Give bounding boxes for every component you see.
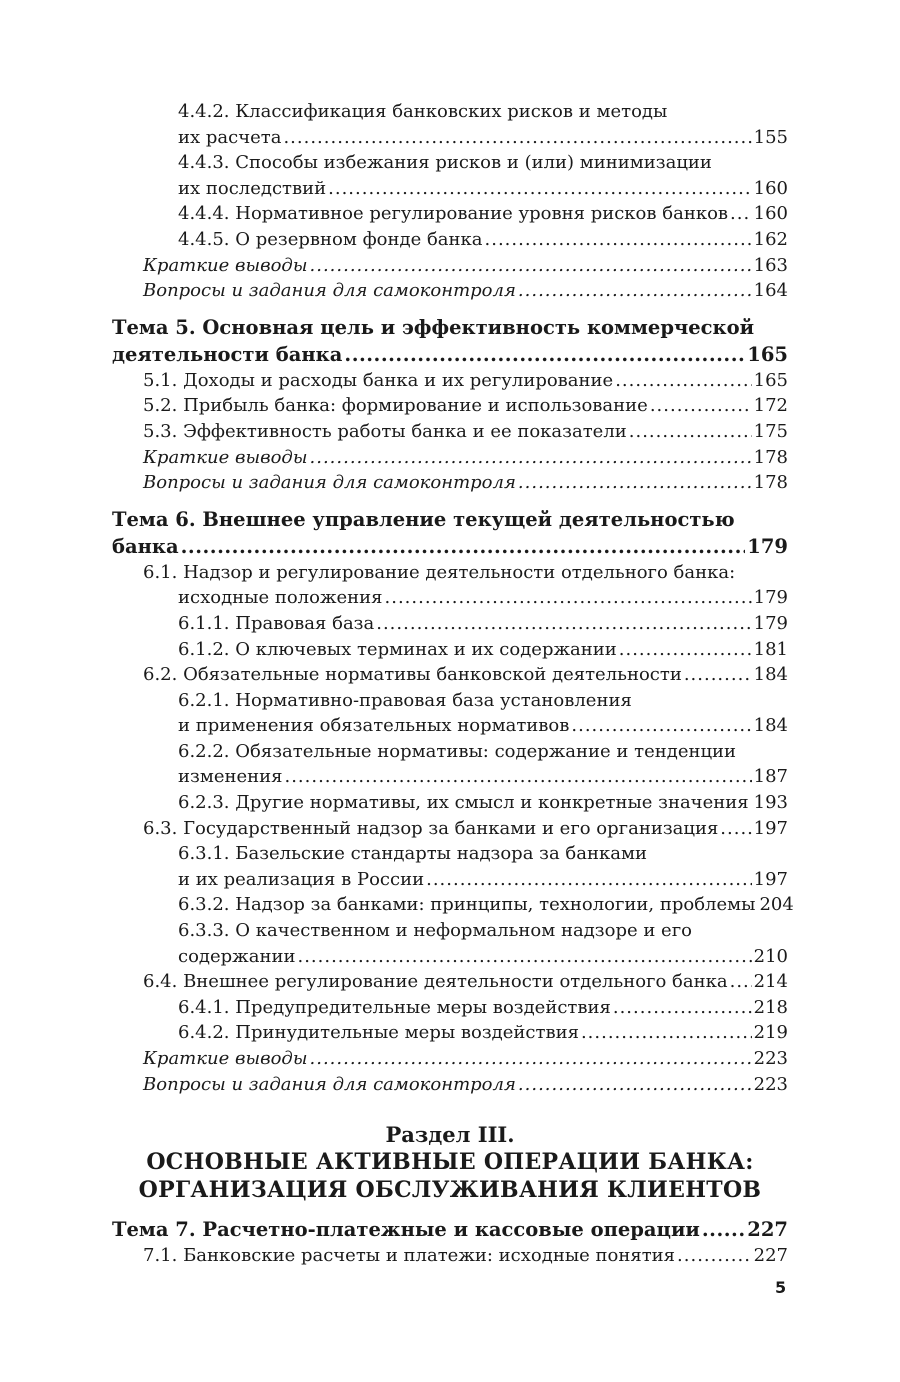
toc-entry-6-2-3 <box>112 790 788 816</box>
toc-entry-title: 6.4.1. Предупредительные меры воздействия <box>178 996 611 1018</box>
toc-entry-title: 6.2. Обязательные нормативы банковской деятельности <box>143 664 682 686</box>
toc-page-number: 223 <box>753 1073 788 1095</box>
toc-topic-5 <box>112 314 788 368</box>
toc-entry-6-1-1 <box>112 611 788 637</box>
toc-entry-title: 6.1.2. О ключевых терминах и их содержании <box>178 638 617 660</box>
toc-entry-title: 5.3. Эффективность работы банка и ее показатели <box>143 420 627 442</box>
toc-entry-4-4-2 <box>112 99 788 150</box>
leader-dots <box>385 585 752 611</box>
leader-dots <box>181 533 746 560</box>
page-number: 5 <box>775 1278 787 1297</box>
leader-dots <box>426 867 752 893</box>
toc-page-number: 178 <box>753 472 788 494</box>
toc-entry-6-3 <box>112 816 788 842</box>
toc-entry-6-3-1 <box>112 841 788 892</box>
toc-entry-4-4-5 <box>112 227 788 253</box>
toc-page-number: 227 <box>753 1245 788 1267</box>
toc-page-number: 179 <box>753 612 788 634</box>
toc-entry-5-2 <box>112 393 788 419</box>
leader-dots <box>344 341 745 368</box>
toc-entry-summary-topic6 <box>112 1046 788 1072</box>
leader-dots <box>518 1072 752 1098</box>
section-label: Раздел III. <box>385 1122 515 1148</box>
toc-entry-title: 4.4.3. Способы избежания рисков и (или) минимизации <box>178 152 712 174</box>
toc-page-number: 178 <box>753 446 788 468</box>
leader-dots <box>751 790 752 816</box>
toc-topic-title: Тема 5. Основная цель и эффективность коммерческой <box>112 315 755 339</box>
toc-page-number: 179 <box>753 587 788 609</box>
toc-entry-questions-topic4 <box>112 278 788 304</box>
toc-page-number: 160 <box>753 203 788 225</box>
toc-page-number: 197 <box>753 868 788 890</box>
toc-entry-title: 4.4.2. Классификация банковских рисков и методы <box>178 101 668 122</box>
toc-entry-6-3-2 <box>112 892 794 918</box>
toc-page-number: 227 <box>747 1218 788 1242</box>
toc-entry-title: Вопросы и задания для самоконтроля <box>143 472 516 494</box>
toc-entry-7-1 <box>112 1243 788 1269</box>
section-title-line2: ОРГАНИЗАЦИЯ ОБСЛУЖИВАНИЯ КЛИЕНТОВ <box>138 1177 762 1204</box>
toc-entry-title: 6.4. Внешнее регулирование деятельности отдельного банка <box>143 971 728 993</box>
toc-entry-title: Краткие выводы <box>143 446 308 468</box>
toc-entry-title: Краткие выводы <box>143 1048 308 1069</box>
leader-dots <box>730 969 752 995</box>
toc-page-number: 214 <box>753 971 788 993</box>
toc-page-number: 197 <box>753 817 788 839</box>
toc-topic-title-cont: деятельности банка <box>112 342 343 366</box>
section-heading <box>112 1121 788 1204</box>
toc-entry-6-2-1 <box>112 688 788 739</box>
toc-entry-title-cont: их последствий <box>178 177 327 199</box>
toc-page-number: 181 <box>753 638 788 660</box>
toc-page-number: 218 <box>753 996 788 1018</box>
leader-dots <box>310 1046 752 1072</box>
toc-page-number: 160 <box>753 177 788 199</box>
toc-entry-title: Вопросы и задания для самоконтроля <box>143 280 516 302</box>
toc-entry-title: 6.2.1. Нормативно-правовая база установления <box>178 689 632 711</box>
toc-page-number: 155 <box>753 126 788 148</box>
leader-dots <box>283 125 751 151</box>
toc-page-number: 165 <box>753 369 788 391</box>
toc-entry-questions-topic6 <box>112 1072 788 1098</box>
toc-entry-title: 6.2.2. Обязательные нормативы: содержание и тенденции <box>178 740 737 762</box>
toc-entry-title: 6.1.1. Правовая база <box>178 612 375 634</box>
toc-entry-title-cont: и применения обязательных нормативов <box>178 715 570 737</box>
toc-page-number: 187 <box>753 766 788 788</box>
leader-dots <box>581 1020 752 1046</box>
toc-entry-title: 4.4.4. Нормативное регулирование уровня рисков банков <box>178 203 729 225</box>
toc-entry-6-4 <box>112 969 788 995</box>
toc-entry-title: 7.1. Банковские расчеты и платежи: исходные понятия <box>143 1245 676 1267</box>
toc-topic-title-cont: банка <box>112 534 179 558</box>
toc-entry-4-4-4 <box>112 201 788 227</box>
toc-entry-summary-topic4 <box>112 253 788 279</box>
leader-dots <box>677 1243 752 1269</box>
toc-page-number: 193 <box>753 792 788 814</box>
toc-entry-title: 6.3.1. Базельские стандарты надзора за банками <box>178 843 647 865</box>
leader-dots <box>485 227 752 253</box>
toc-entry-title: Краткие выводы <box>143 254 308 276</box>
toc-entry-4-4-3 <box>112 150 788 201</box>
toc-entry-title-cont: изменения <box>178 766 283 788</box>
toc-entry-6-2 <box>112 662 788 688</box>
toc-topic-title: Тема 6. Внешнее управление текущей деятельностью <box>112 507 735 531</box>
leader-dots <box>310 445 752 471</box>
toc-entry-6-1 <box>112 560 788 611</box>
toc-entry-6-2-2 <box>112 739 788 790</box>
toc-page-number: 172 <box>753 395 788 417</box>
leader-dots <box>328 176 752 202</box>
toc-page-number: 165 <box>747 342 788 366</box>
toc-topic-7 <box>112 1216 788 1243</box>
toc-entry-title: 6.3.2. Надзор за банками: принципы, технологии, проблемы <box>178 894 756 916</box>
leader-dots <box>619 637 752 663</box>
toc-entry-6-4-2 <box>112 1020 788 1046</box>
toc-entry-6-4-1 <box>112 995 788 1021</box>
toc-topic-6 <box>112 506 788 560</box>
leader-dots <box>650 393 752 419</box>
toc-entry-title: 6.1. Надзор и регулирование деятельности отдельного банка: <box>143 561 736 583</box>
toc-entry-5-3 <box>112 419 788 445</box>
toc-entry-title: 5.1. Доходы и расходы банка и их регулирование <box>143 369 614 391</box>
toc-page-number: 210 <box>753 945 788 967</box>
section-title-line1: ОСНОВНЫЕ АКТИВНЫЕ ОПЕРАЦИИ БАНКА: <box>146 1149 754 1176</box>
toc-entry-title: Вопросы и задания для самоконтроля <box>143 1073 516 1095</box>
toc-page-number: 162 <box>753 228 788 250</box>
toc-page-number: 175 <box>753 420 788 442</box>
toc-page-number: 179 <box>747 534 788 558</box>
toc-topic-title: Тема 7. Расчетно-платежные и кассовые операции <box>112 1218 700 1242</box>
leader-dots <box>310 253 752 279</box>
toc-page-number: 204 <box>759 894 794 916</box>
toc-entry-title-cont: исходные положения <box>178 587 383 609</box>
toc-page-number: 223 <box>753 1048 788 1069</box>
toc-entry-title-cont: содержании <box>178 945 296 967</box>
toc-entry-title: 6.3.3. О качественном и неформальном надзоре и его <box>178 920 692 942</box>
leader-dots <box>720 816 751 842</box>
toc-entry-questions-topic5 <box>112 470 788 496</box>
toc-page-number: 163 <box>753 254 788 276</box>
leader-dots <box>702 1216 745 1243</box>
leader-dots <box>284 764 751 790</box>
toc-page-number: 164 <box>753 280 788 302</box>
leader-dots <box>297 944 751 970</box>
leader-dots <box>518 470 752 496</box>
leader-dots <box>730 201 752 227</box>
toc-entry-title: 6.2.3. Другие нормативы, их смысл и конкретные значения <box>178 792 749 814</box>
toc-entry-title: 6.4.2. Принудительные меры воздействия <box>178 1022 579 1044</box>
toc-page-number: 184 <box>753 715 788 737</box>
toc-entry-title-cont: их расчета <box>178 126 282 148</box>
leader-dots <box>684 662 752 688</box>
toc-entry-title: 6.3. Государственный надзор за банками и его организация <box>143 817 719 839</box>
toc-entry-6-1-2 <box>112 637 788 663</box>
leader-dots <box>571 713 751 739</box>
toc-entry-title: 4.4.5. О резервном фонде банка <box>178 228 483 250</box>
toc-entry-title-cont: и их реализация в России <box>178 868 425 890</box>
toc-entry-6-3-3 <box>112 918 788 969</box>
toc-entry-summary-topic5 <box>112 445 788 471</box>
leader-dots <box>376 611 751 637</box>
leader-dots <box>629 419 752 445</box>
leader-dots <box>613 995 752 1021</box>
table-of-contents <box>112 99 794 1269</box>
leader-dots <box>615 368 751 394</box>
toc-entry-title: 5.2. Прибыль банка: формирование и использование <box>143 395 648 417</box>
leader-dots <box>518 278 752 304</box>
toc-entry-5-1 <box>112 368 788 394</box>
toc-page-number: 219 <box>753 1022 788 1044</box>
toc-page-number: 184 <box>753 664 788 686</box>
